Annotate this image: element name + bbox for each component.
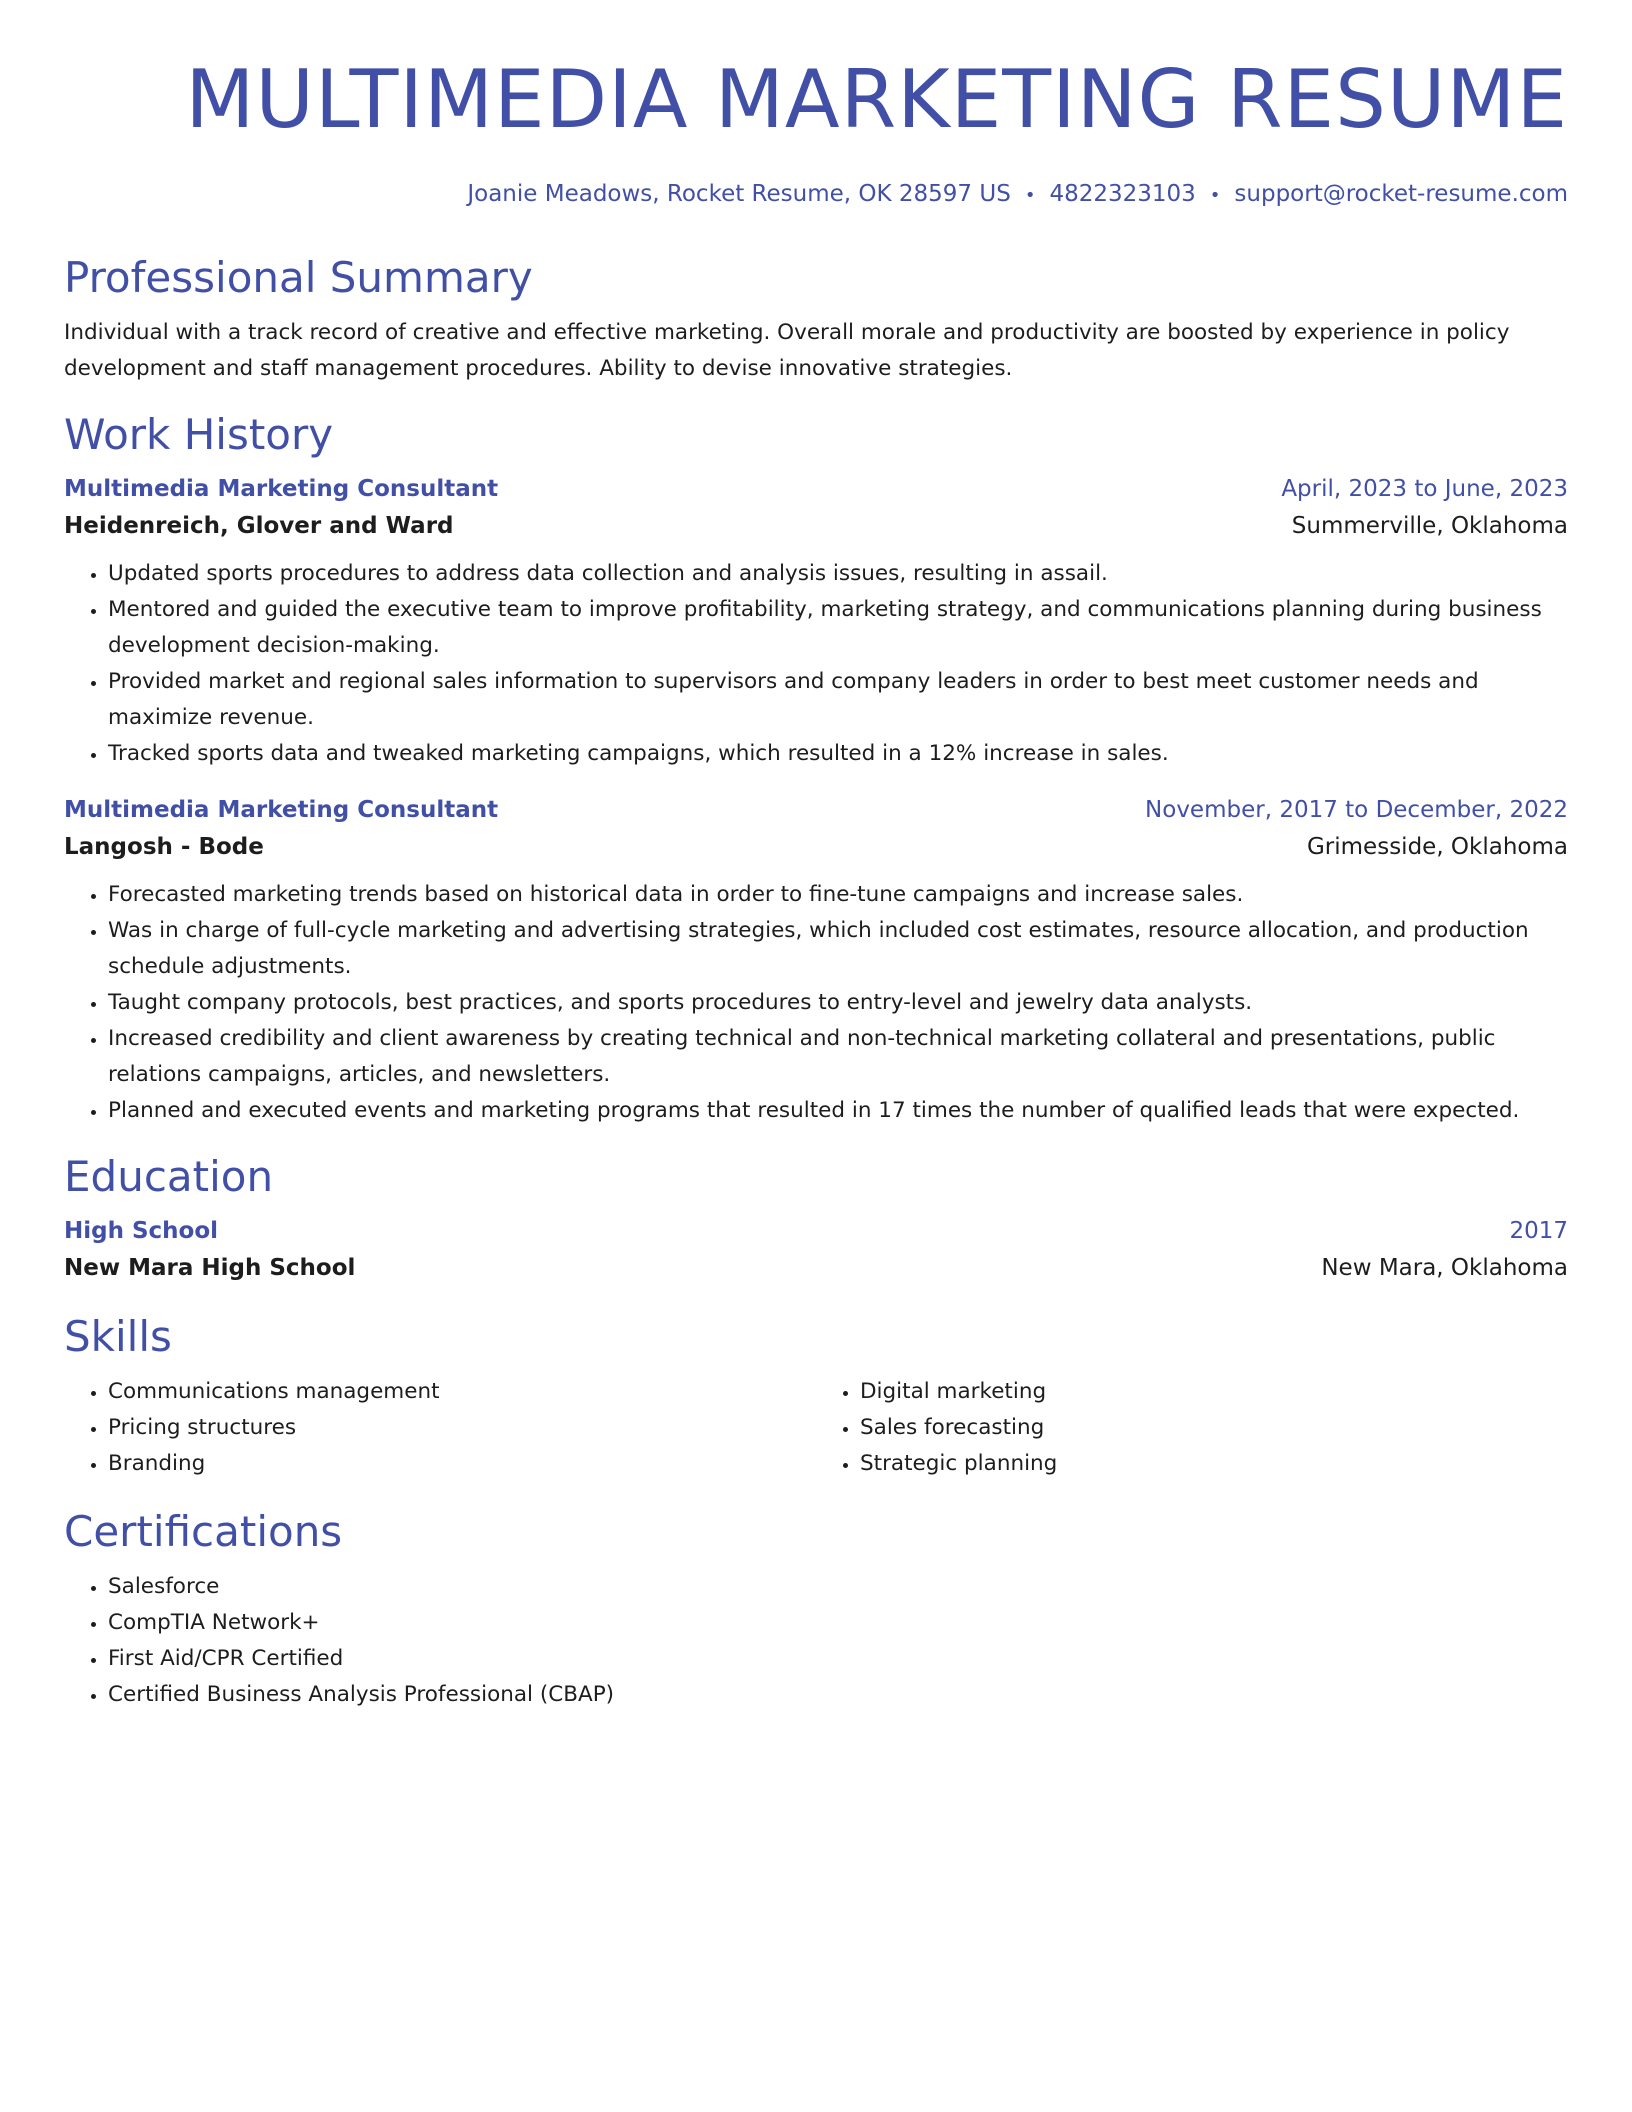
skills-columns <box>64 1374 1568 1482</box>
list-item: • Updated sports procedures to address data collection and analysis issues, resulting in assail. <box>108 556 1568 592</box>
list-item: • First Aid/CPR Certified <box>108 1641 1568 1677</box>
job-title: Multimedia Marketing Consultant <box>64 797 499 823</box>
job-bullets <box>64 556 1568 772</box>
resume-page <box>64 50 1568 1713</box>
list-item: • Salesforce <box>108 1569 1568 1605</box>
job-location: Grimesside, Oklahoma <box>1306 834 1568 860</box>
contact-line <box>64 178 1568 212</box>
skills-list-right <box>816 1374 1568 1482</box>
company-name: Langosh - Bode <box>64 834 264 860</box>
list-item: • Planned and executed events and marketing programs that resulted in 17 times the number of qualified leads that were expected. <box>108 1093 1568 1129</box>
certifications-list <box>64 1569 1568 1713</box>
job-title: Multimedia Marketing Consultant <box>64 476 499 502</box>
skills-list-left <box>64 1374 816 1482</box>
list-item: • Was in charge of full-cycle marketing and advertising strategies, which included cost estimates, resource allocation, and production schedule adjustments. <box>108 913 1568 985</box>
education-entry <box>64 1213 1568 1287</box>
contact-address: Joanie Meadows, Rocket Resume, OK 28597 US <box>467 181 1011 207</box>
list-item: • Sales forecasting <box>860 1410 1568 1446</box>
job-dates: April, 2023 to June, 2023 <box>1281 476 1568 502</box>
resume-title: MULTIMEDIA MARKETING RESUME <box>185 53 1568 146</box>
contact-phone: 4822323103 <box>1049 181 1196 207</box>
degree-title: High School <box>64 1218 219 1244</box>
school-name: New Mara High School <box>64 1255 356 1281</box>
bullet-separator: • <box>1024 185 1036 206</box>
company-name: Heidenreich, Glover and Ward <box>64 513 454 539</box>
education-heading: Education <box>64 1152 274 1201</box>
list-item: • Increased credibility and client awareness by creating technical and non-technical marketing collateral and presentations, public relations campaigns, articles, and newsletters. <box>108 1021 1568 1093</box>
list-item: • Digital marketing <box>860 1374 1568 1410</box>
list-item: • Certified Business Analysis Professional (CBAP) <box>108 1677 1568 1713</box>
skills-heading: Skills <box>64 1312 172 1361</box>
list-item: • CompTIA Network+ <box>108 1605 1568 1641</box>
list-item: • Communications management <box>108 1374 816 1410</box>
graduation-year: 2017 <box>1509 1218 1568 1244</box>
contact-email: support@rocket-resume.com <box>1234 181 1568 207</box>
list-item: • Provided market and regional sales information to supervisors and company leaders in order to best meet customer needs and maximize revenue. <box>108 664 1568 736</box>
summary-text: Individual with a track record of creative and effective marketing. Overall morale and productivity are boosted by experience in policy development and staff management procedures. Ability to devise innovative strategies. <box>64 320 1510 381</box>
job-dates: November, 2017 to December, 2022 <box>1145 797 1568 823</box>
job-entry <box>64 471 1568 772</box>
list-item: • Tracked sports data and tweaked marketing campaigns, which resulted in a 12% increase in sales. <box>108 736 1568 772</box>
job-entry <box>64 792 1568 1129</box>
list-item: • Branding <box>108 1446 816 1482</box>
list-item: • Forecasted marketing trends based on historical data in order to fine-tune campaigns and increase sales. <box>108 877 1568 913</box>
bullet-separator: • <box>1209 185 1221 206</box>
work-history-heading: Work History <box>64 410 334 459</box>
list-item: • Strategic planning <box>860 1446 1568 1482</box>
school-location: New Mara, Oklahoma <box>1321 1255 1568 1281</box>
certifications-heading: Certifications <box>64 1507 343 1556</box>
summary-heading: Professional Summary <box>64 253 533 302</box>
job-bullets <box>64 877 1568 1129</box>
list-item: • Pricing structures <box>108 1410 816 1446</box>
job-location: Summerville, Oklahoma <box>1291 513 1568 539</box>
list-item: • Taught company protocols, best practices, and sports procedures to entry-level and jewelry data analysts. <box>108 985 1568 1021</box>
list-item: • Mentored and guided the executive team to improve profitability, marketing strategy, and communications planning during business development decision-making. <box>108 592 1568 664</box>
